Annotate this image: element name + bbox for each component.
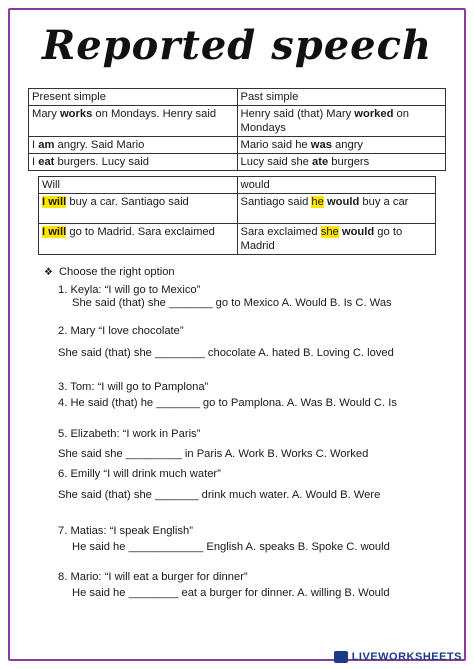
table-row xyxy=(29,137,446,154)
exercise-2-answer[interactable]: She said (that) she ________ chocolate A. hated B. Loving C. loved xyxy=(58,347,394,359)
exercise-1-answer[interactable]: She said (that) she _______ go to Mexico A. Would B. Is C. Was xyxy=(72,297,392,309)
present-cell: Mary works on Mondays. Henry said xyxy=(29,106,238,137)
exercise-2-prompt: 2. Mary “I love chocolate” xyxy=(58,325,184,337)
table-row xyxy=(39,194,436,224)
header-would: would xyxy=(237,177,436,194)
page-title: Reported speech xyxy=(41,22,433,69)
table-row xyxy=(29,106,446,137)
instructions: ❖ Choose the right option xyxy=(44,266,175,278)
exercise-7-prompt: 7. Matias: “I speak English” xyxy=(58,525,193,537)
diamond-bullet-icon: ❖ xyxy=(44,267,53,278)
past-cell: Mario said he was angry xyxy=(237,137,446,154)
past-cell: Henry said (that) Mary worked on Mondays xyxy=(237,106,446,137)
will-cell: I will buy a car. Santiago said xyxy=(39,194,238,224)
exercise-5-prompt: 5. Elizabeth: “I work in Paris” xyxy=(58,428,201,440)
will-cell: I will go to Madrid. Sara exclaimed xyxy=(39,224,238,255)
exercise-6-prompt: 6. Emilly “I will drink much water” xyxy=(58,468,221,480)
exercise-7-answer[interactable]: He said he ____________ English A. speaks B. Spoke C. would xyxy=(72,541,390,553)
liveworksheets-watermark: LIVEWORKSHEETS xyxy=(334,651,462,663)
would-cell: Santiago said he would buy a car xyxy=(237,194,436,224)
present-cell: I eat burgers. Lucy said xyxy=(29,154,238,171)
past-cell: Lucy said she ate burgers xyxy=(237,154,446,171)
header-present-simple: Present simple xyxy=(29,89,238,106)
will-would-table xyxy=(38,176,436,255)
would-cell: Sara exclaimed she would go to Madrid xyxy=(237,224,436,255)
table-row xyxy=(39,224,436,255)
exercise-5-answer[interactable]: She said she _________ in Paris A. Work B. Works C. Worked xyxy=(58,448,369,460)
exercise-3-prompt: 3. Tom: “I will go to Pamplona” xyxy=(58,381,209,393)
exercise-4-answer[interactable]: 4. He said (that) he _______ go to Pamplona. A. Was B. Would C. Is xyxy=(58,397,397,409)
table-header-row xyxy=(39,177,436,194)
table-header-row xyxy=(29,89,446,106)
present-cell: I am angry. Said Mario xyxy=(29,137,238,154)
exercise-8-prompt: 8. Mario: “I will eat a burger for dinner” xyxy=(58,571,248,583)
exercise-8-answer[interactable]: He said he ________ eat a burger for dinner. A. willing B. Would xyxy=(72,587,390,599)
header-past-simple: Past simple xyxy=(237,89,446,106)
exercise-6-answer[interactable]: She said (that) she _______ drink much water. A. Would B. Were xyxy=(58,489,381,501)
header-will: Will xyxy=(39,177,238,194)
present-past-table xyxy=(28,88,446,171)
exercise-1-prompt: 1. Keyla: “I will go to Mexico” xyxy=(58,284,201,296)
table-row xyxy=(29,154,446,171)
liveworksheets-logo-icon xyxy=(334,651,348,663)
